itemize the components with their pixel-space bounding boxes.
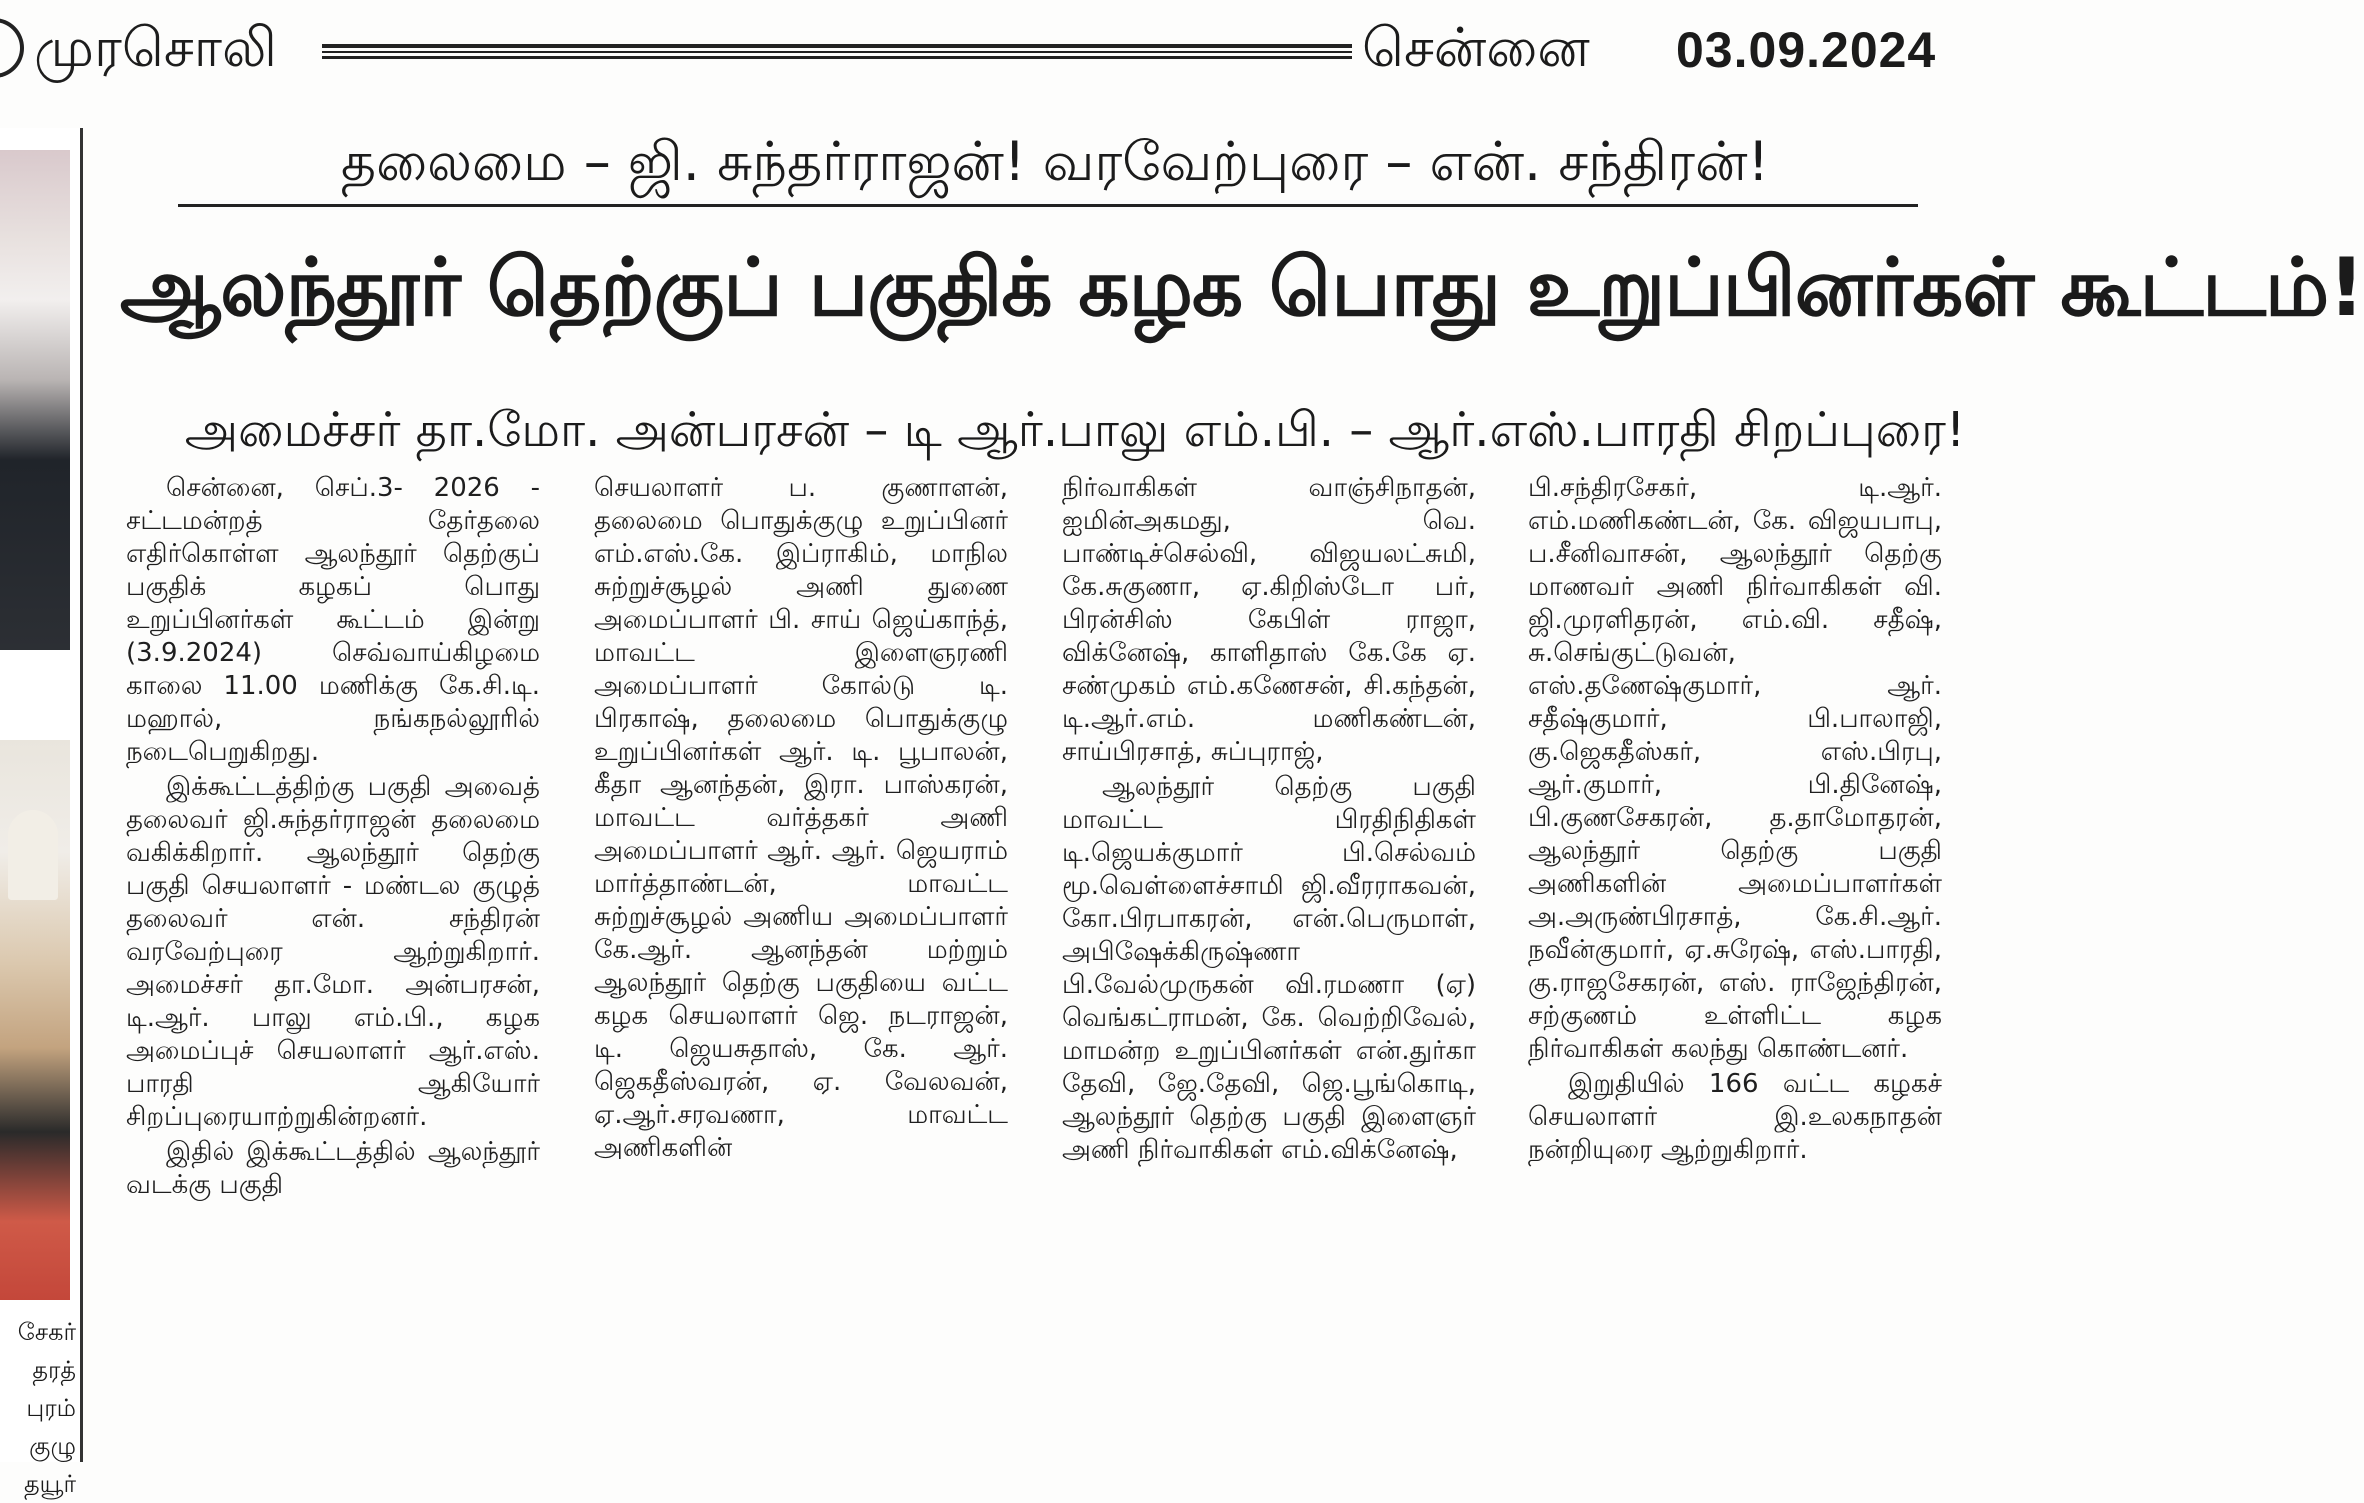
cropped-photo-caption [0, 1313, 80, 1503]
caption-fragment: புரம் [26, 1394, 76, 1422]
caption-fragment: தரத் [32, 1356, 76, 1384]
masthead-rule [322, 44, 1352, 48]
masthead [0, 0, 1958, 100]
article-paragraph: இக்கூட்டத்திற்கு பகுதி அவைத் தலைவர் ஜி.சுந்தர்ராஜன் தலைமை வகிக்கிறார். ஆலந்தூர் தெற்கு பகுதி செயலாளர் - மண்டல குழுத் தலைவர் என். சந்திரன் வரவேற்புரை ஆற்றுகிறார். அமைச்சர் தா.மோ. அன்பரசன், டி.ஆர். பாலு எம்.பி., கழக அமைப்புச் செயலாளர் ஆர்.எஸ். பாரதி ஆகியோர் சிறப்புரையாற்றுகின்றனர். [126, 772, 540, 1132]
headline-kicker: தலைமை – ஜி. சுந்தர்ராஜன்! வரவேற்புரை – என். சந்திரன்! [340, 130, 1770, 193]
cropped-photo-middle [0, 740, 70, 1300]
sub-headline: அமைச்சர் தா.மோ. அன்பரசன் – டி ஆர்.பாலு எம்.பி. – ஆர்.எஸ்.பாரதி சிறப்புரை! [184, 402, 1966, 458]
article-column-4 [1528, 472, 1942, 1462]
photo-detail [8, 810, 58, 900]
article-column-1 [126, 472, 540, 1462]
caption-fragment: சேகர் [17, 1318, 76, 1346]
main-headline: ஆலந்தூர் தெற்குப் பகுதிக் கழக பொது உறுப்பினர்கள் கூட்டம்! [120, 241, 2364, 334]
article-paragraph: இறுதியில் 166 வட்ட கழகச் செயலாளர் இ.உலகநாதன் நன்றியுரை ஆற்றுகிறார். [1528, 1069, 1942, 1165]
article-paragraph: ஆலந்தூர் தெற்கு பகுதி மாவட்ட பிரதிநிதிகள் டி.ஜெயக்குமார் பி.செல்வம் மூ.வெள்ளைச்சாமி ஜி.வீரராகவன், கோ.பிரபாகரன், என்.பெருமாள், அபிஷேக்கிருஷ்ணா பி.வேல்முருகன் வி.ரமணா (ஏ) வெங்கட்ராமன், கே. வெற்றிவேல், மாமன்ற உறுப்பினர்கள் என்.துர்கா தேவி, ஜே.தேவி, ஜெ.பூங்கொடி, ஆலந்தூர் தெற்கு பகுதி இளைஞர் அணி நிர்வாகிகள் எம்.விக்னேஷ், [1062, 772, 1476, 1165]
masthead-rule [322, 56, 1352, 59]
article-paragraph: பி.சந்திரசேகர், டி.ஆர். எம்.மணிகண்டன், கே. விஜயபாபு, ப.சீனிவாசன், ஆலந்தூர் தெற்கு மாணவர் அணி நிர்வாகிகள் வி. ஜி.முரளிதரன், எம்.வி. சதீஷ், சு.செங்குட்டுவன், எஸ்.தணேஷ்குமார், ஆர். சதீஷ்குமார், பி.பாலாஜி, கு.ஜெகதீஸ்கர், எஸ்.பிரபு, ஆர்.குமார், பி.தினேஷ், பி.குணசேகரன், த.தாமோதரன், ஆலந்தூர் தெற்கு பகுதி அணிகளின் அமைப்பாளர்கள் அ.அருண்பிரசாத், கே.சி.ஆர். நவீன்குமார், ஏ.சுரேஷ், எஸ்.பாரதி, கு.ராஜசேகரன், எஸ். ராஜேந்திரன், சற்குணம் உள்ளிட்ட கழக நிர்வாகிகள் கலந்து கொண்டனர். [1528, 473, 1942, 1064]
newspaper-name: முரசொலி [34, 16, 277, 79]
caption-fragment: தயூர் [24, 1470, 76, 1498]
cropped-photo-top [0, 150, 70, 650]
article-paragraph: நிர்வாகிகள் வாஞ்சிநாதன், ஐமின்அகமது, வெ. பாண்டிச்செல்வி, விஜயலட்சுமி, கே.சுகுணா, ஏ.கிறிஸ்டோ பர், பிரன்சிஸ் கேபிள் ராஜா, விக்னேஷ், காளிதாஸ் கே.கே ஏ. சண்முகம் எம்.கணேசன், சி.கந்தன், டி.ஆர்.எம். மணிகண்டன், சாய்பிரசாத், சுப்புராஜ், [1062, 473, 1476, 767]
article-column-2 [594, 472, 1008, 1462]
article-paragraph: செயலாளர் ப. குணாளன், தலைமை பொதுக்குழு உறுப்பினர் எம்.எஸ்.கே. இப்ராகிம், மாநில சுற்றுச்சூழல் அணி துணை அமைப்பாளர் பி. சாய் ஜெய்காந்த், மாவட்ட இளைஞரணி அமைப்பாளர் கோல்டு டி. பிரகாஷ், தலைமை பொதுக்குழு உறுப்பினர்கள் ஆர். டி. பூபாலன், கீதா ஆனந்தன், இரா. பாஸ்கரன், மாவட்ட வர்த்தகர் அணி அமைப்பாளர் ஆர். ஆர். ஜெயராம் மார்த்தாண்டன், மாவட்ட சுற்றுச்சூழல் அணிய அமைப்பாளர் கே.ஆர். ஆனந்தன் மற்றும் ஆலந்தூர் தெற்கு பகுதியை வட்ட கழக செயலாளர் ஜெ. நடராஜன், டி. ஜெயசுதாஸ், கே. ஆர். ஜெகதீஸ்வரன், ஏ. வேலவன், ஏ.ஆர்.சரவணா, மாவட்ட அணிகளின் [594, 473, 1008, 1163]
dateline-city: சென்னை [1362, 16, 1590, 79]
article-paragraph: சென்னை, செப்.3- 2026 - சட்டமன்றத் தேர்தலை எதிர்கொள்ள ஆலந்தூர் தெற்குப் பகுதிக் கழகப் பொது உறுப்பினர்கள் கூட்டம் இன்று (3.9.2024) செவ்வாய்கிழமை காலை 11.00 மணிக்கு கே.சி.டி. மஹால், நங்கநல்லூரில் நடைபெறுகிறது. [126, 473, 540, 767]
masthead-rule [322, 51, 1352, 53]
article-column-3 [1062, 472, 1476, 1462]
issue-date: 03.09.2024 [1676, 22, 1937, 78]
adjacent-photo-column [0, 128, 83, 1498]
caption-fragment: குழு [29, 1432, 76, 1460]
masthead-logo-icon [0, 18, 24, 78]
article-paragraph: இதில் இக்கூட்டத்தில் ஆலந்தூர் வடக்கு பகுதி [126, 1137, 540, 1200]
article-body [126, 472, 1958, 1462]
kicker-underline [178, 204, 1918, 207]
